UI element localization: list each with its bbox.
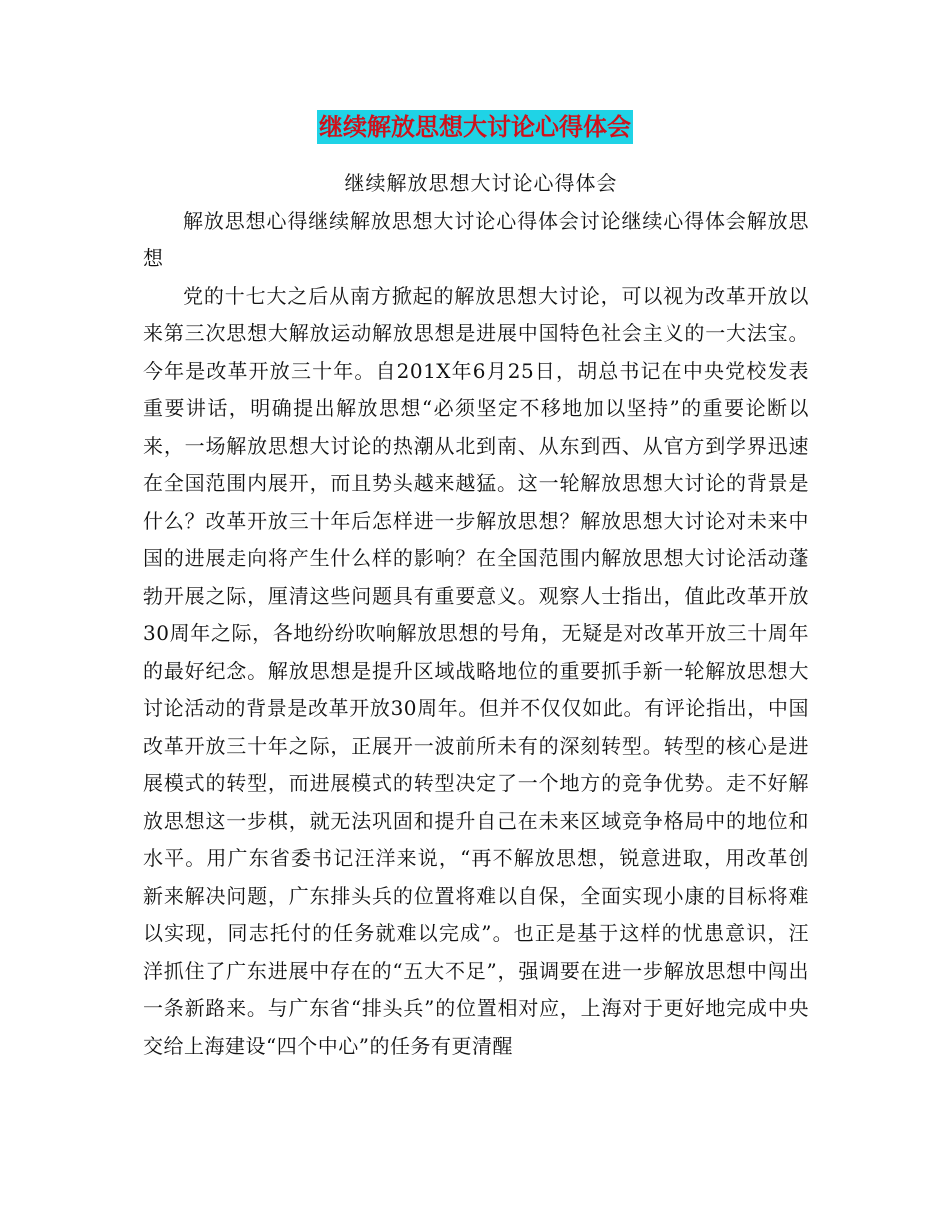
document-subtitle: 继续解放思想大讨论心得体会 — [344, 171, 618, 195]
title-block — [0, 110, 950, 144]
paragraph-main: 党的十七大之后从南方掀起的解放思想大讨论，可以视为改革开放以来第三次思想大解放运动解放思想是进展中国特色社会主义的一大法宝。今年是改革开放三十年。自201X年6月25日，胡总书记在中央党校发表重要讲话，明确提出解放思想“必须坚定不移地加以坚持”的重要论断以来，一场解放思想大讨论的热潮从北到南、从东到西、从官方到学界迅速在全国范围内展开，而且势头越来越猛。这一轮解放思想大讨论的背景是什么？改革开放三十年后怎样进一步解放思想？解放思想大讨论对未来中国的进展走向将产生什么样的影响？在全国范围内解放思想大讨论活动蓬勃开展之际，厘清这些问题具有重要意义。观察人士指出，值此改革开放30周年之际，各地纷纷吹响解放思想的号角，无疑是对改革开放三十周年的最好纪念。解放思想是提升区域战略地位的重要抓手新一轮解放思想大讨论活动的背景是改革开放30周年。但并不仅仅如此。有评论指出，中国改革开放三十年之际，正展开一波前所未有的深刻转型。转型的核心是进展模式的转型，而进展模式的转型决定了一个地方的竞争优势。走不好解放思想这一步棋，就无法巩固和提升自己在未来区域竞争格局中的地位和水平。用广东省委书记汪洋来说，“再不解放思想，锐意进取，用改革创新来解决问题，广东排头兵的位置将难以自保，全面实现小康的目标将难以实现，同志托付的任务就难以完成”。也正是基于这样的忧患意识，汪洋抓住了广东进展中存在的“五大不足”，强调要在进一步解放思想中闯出一条新路来。与广东省“排头兵”的位置相对应，上海对于更好地完成中央交给上海建设“四个中心”的任务有更清醒 — [143, 283, 809, 1058]
paragraph-keywords: 解放思想心得继续解放思想大讨论心得体会讨论继续心得体会解放思想 — [143, 208, 809, 270]
document-body — [143, 165, 809, 1065]
document-title: 继续解放思想大讨论心得体会 — [317, 110, 633, 144]
